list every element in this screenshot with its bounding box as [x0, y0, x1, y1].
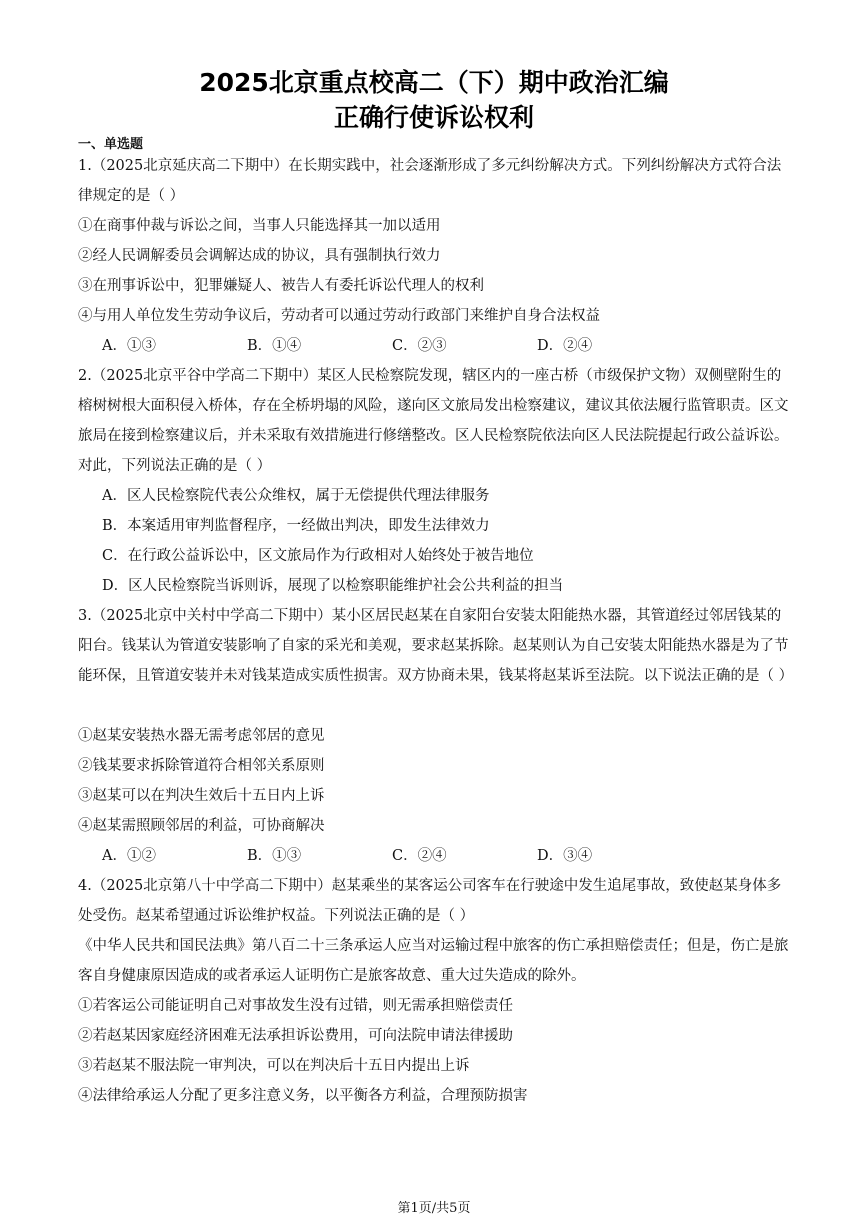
question-3-statement-4: ④赵某需照顾邻居的利益，可协商解决 — [78, 818, 325, 834]
question-3-stem: 3.（2025北京中关村中学高二下期中）某小区居民赵某在自家阳台安装太阳能热水器，其管道经过邻居钱某的阳台。钱某认为管道安装影响了自家的采光和美观，要求赵某拆除。赵某则认为自己安装太阳能热水器是为了节能环保，且管道安装并未对钱某造成实质性损害。双方协商未果，钱某将赵某诉至法院。以下说法正确的是（ ） — [78, 608, 794, 684]
question-1-stem: 1.（2025北京延庆高二下期中）在长期实践中，社会逐渐形成了多元纠纷解决方式。下列纠纷解决方式符合法律规定的是（ ） — [78, 158, 782, 204]
question-4-statement-3: ③若赵某不服法院一审判决，可以在判决后十五日内提出上诉 — [78, 1058, 470, 1074]
question-1-choice-b: B．①④ — [247, 338, 302, 354]
question-2-option-c: C．在行政公益诉讼中，区文旅局作为行政相对人始终处于被告地位 — [102, 548, 534, 564]
question-2-option-d: D．区人民检察院当诉则诉，展现了以检察职能维护社会公共利益的担当 — [102, 578, 564, 594]
question-4-quote: 《中华人民共和国民法典》第八百二十三条承运人应当对运输过程中旅客的伤亡承担赔偿责任；但是，伤亡是旅客自身健康原因造成的或者承运人证明伤亡是旅客故意、重大过失造成的除外。 — [78, 938, 789, 984]
question-4-statement-2: ②若赵某因家庭经济困难无法承担诉讼费用，可向法院申请法律援助 — [78, 1028, 513, 1044]
page-title-line1: 2025北京重点校高二（下）期中政治汇编 — [199, 68, 669, 97]
section-title: 一、单选题 — [78, 137, 144, 152]
question-4-statement-4: ④法律给承运人分配了更多注意义务，以平衡各方利益，合理预防损害 — [78, 1088, 528, 1104]
page-title-line2: 正确行使诉讼权利 — [333, 103, 534, 132]
question-1-choice-c: C．②③ — [392, 338, 447, 354]
question-3-choice-a: A．①② — [102, 848, 156, 864]
question-1-choice-a: A．①③ — [102, 338, 156, 354]
question-1-statement-3: ③在刑事诉讼中，犯罪嫌疑人、被告人有委托诉讼代理人的权利 — [78, 278, 484, 294]
question-1-choice-d: D．②④ — [537, 338, 593, 354]
question-3-choice-c: C．②④ — [392, 848, 447, 864]
page-number: 第1页/共5页 — [397, 1201, 471, 1216]
question-3-statement-2: ②钱某要求拆除管道符合相邻关系原则 — [78, 758, 325, 774]
question-3-statement-3: ③赵某可以在判决生效后十五日内上诉 — [78, 788, 325, 804]
question-2-option-a: A．区人民检察院代表公众维权，属于无偿提供代理法律服务 — [102, 488, 490, 504]
question-2-option-b: B．本案适用审判监督程序，一经做出判决，即发生法律效力 — [102, 518, 490, 534]
question-4-stem: 4.（2025北京第八十中学高二下期中）赵某乘坐的某客运公司客车在行驶途中发生追尾事故，致使赵某身体多处受伤。赵某希望通过诉讼维护权益。下列说法正确的是（ ） — [78, 878, 782, 924]
question-3-choice-d: D．③④ — [537, 848, 593, 864]
question-1-statement-4: ④与用人单位发生劳动争议后，劳动者可以通过劳动行政部门来维护自身合法权益 — [78, 308, 600, 324]
question-1-choices — [102, 331, 682, 361]
question-3-choice-b: B．①③ — [247, 848, 302, 864]
question-2-stem: 2.（2025北京平谷中学高二下期中）某区人民检察院发现，辖区内的一座古桥（市级保护文物）双侧壁附生的榕树树根大面积侵入桥体，存在全桥坍塌的风险，遂向区文旅局发出检察建议，建议其依法履行监管职责。区文旅局在接到检察建议后，并未采取有效措施进行修缮整改。区人民检察院依法向区人民法院提起行政公益诉讼。对此，下列说法正确的是（ ） — [78, 368, 789, 474]
question-3-statement-1: ①赵某安装热水器无需考虑邻居的意见 — [78, 728, 325, 744]
question-3-choices — [102, 841, 682, 871]
question-1-statement-2: ②经人民调解委员会调解达成的协议，具有强制执行效力 — [78, 248, 441, 264]
question-1-statement-1: ①在商事仲裁与诉讼之间，当事人只能选择其一加以适用 — [78, 218, 441, 234]
question-4-statement-1: ①若客运公司能证明自己对事故发生没有过错，则无需承担赔偿责任 — [78, 998, 513, 1014]
